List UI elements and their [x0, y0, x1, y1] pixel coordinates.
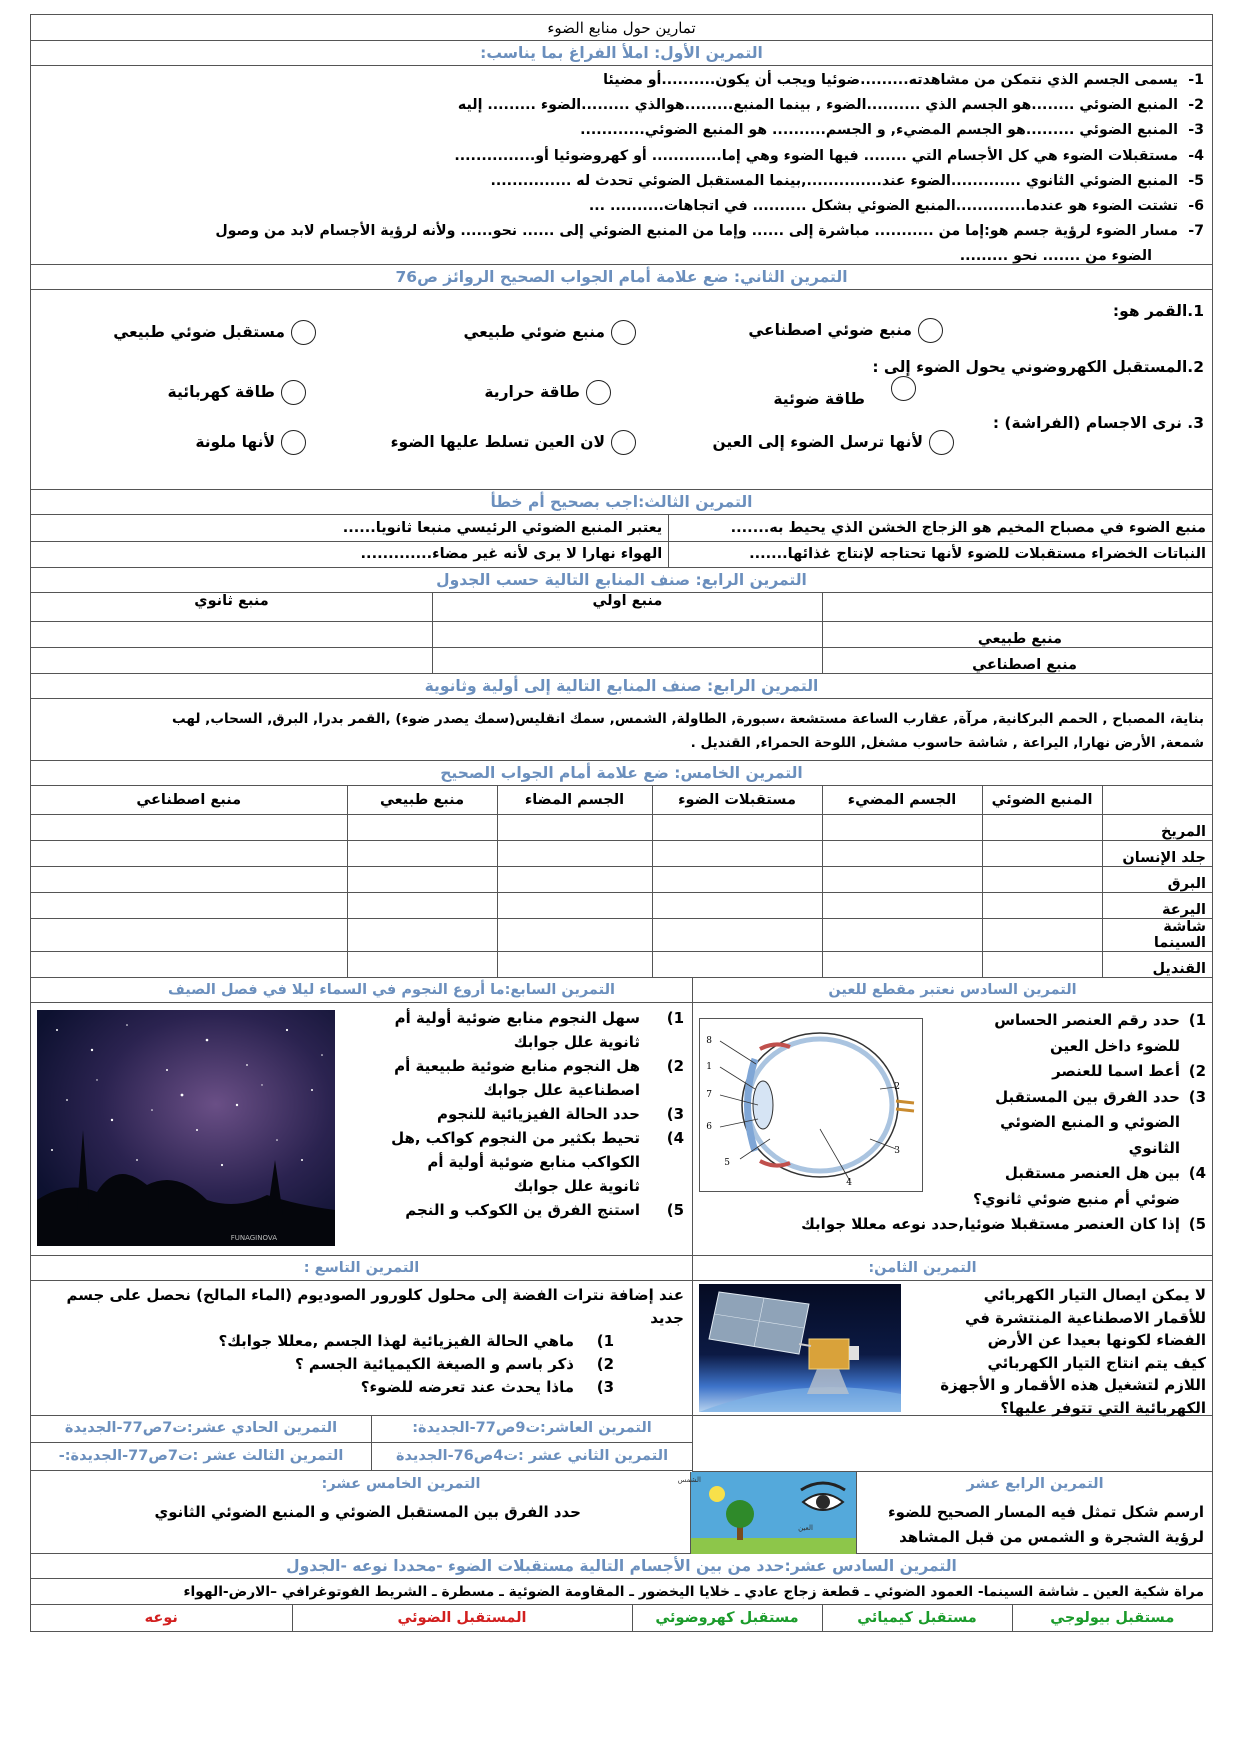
ex16-heading: التمرين السادس عشر:حدد من بين الأجسام التالية مستقبلات الضوء -محددا نوعه -الجدول [31, 1554, 1212, 1579]
ex5-cell [31, 918, 347, 951]
refs-block [31, 1416, 1212, 1472]
ex16-cat: المستقبل الضوئي [292, 1605, 632, 1631]
ex5-cell [652, 951, 822, 977]
stars [51, 1024, 323, 1166]
ex2-q1-opt[interactable]: منبع ضوئي طبيعي [463, 320, 642, 345]
ex16-cat: مستقبل بيولوجي [1012, 1605, 1212, 1631]
ex5-cell [982, 840, 1102, 866]
ex16-table [31, 1605, 1212, 1631]
page-title: تمارين حول منابع الضوء [31, 15, 1212, 41]
ex2-q3: 3. نرى الاجسام (الفراشة) : [992, 414, 1204, 432]
ex5-col: المنبع الضوئي [982, 786, 1102, 814]
ex5-cell [652, 866, 822, 892]
ex5-row: القنديل [1102, 951, 1212, 977]
ex4a-corner [822, 593, 1212, 621]
tree-silhouette [77, 1130, 89, 1210]
ex5-corner [1102, 786, 1212, 814]
eyebrow [801, 1483, 845, 1490]
ex2-q1-opt[interactable]: مستقبل ضوئي طبيعي [113, 320, 322, 345]
eye-label: 2 [894, 1082, 900, 1092]
ex5-cell [347, 918, 497, 951]
ex5-cell [347, 840, 497, 866]
ex5-cell [652, 840, 822, 866]
ex2-q2-opt[interactable]: طاقة كهربائية [168, 380, 312, 405]
ground [691, 1538, 856, 1554]
ex9-item: 3)ماذا يحدث عند تعرضه للضوء؟ [360, 1378, 614, 1396]
ex1-item: 1-يسمى الجسم الذي نتمكن من مشاهدته.........ضوئيا ويجب أن يكون..........أو مضيئا [603, 72, 1204, 88]
ex9-text: عند إضافة نترات الفضة إلى محلول كلورور الصوديوم (الماء المالح) نحصل على جسم جديد 1)ماهي الحالة الفيزيائية لهذا الجسم ,معللا جوابك؟ 2)ذكر باسم و الصيغة الكيميائية الجسم ؟ 3)ماذا يحدث عند تعرضه للضوء؟ [39, 1284, 684, 1399]
ex4a-row: منبع طبيعي [822, 621, 1212, 647]
satellite-body [809, 1339, 849, 1369]
ex5-col: منبع اصطناعي [31, 786, 347, 814]
radio-circle[interactable] [611, 320, 636, 345]
sun-tree-eye-scene [677, 1472, 857, 1554]
ex5-row: جلد الإنسان [1102, 840, 1212, 866]
ex16-cat: مستقبل كهروضوئي [632, 1605, 822, 1631]
ex4a-table [31, 593, 1212, 674]
ex8-ex9 [31, 1256, 1212, 1416]
ex2-q1: 1.القمر هو: [1112, 302, 1204, 320]
eye-label: 6 [706, 1122, 712, 1132]
ex15-heading: التمرين الخامس عشر: [321, 1476, 481, 1492]
eye-section-svg [700, 1019, 922, 1191]
antenna [849, 1346, 859, 1360]
night-sky-photo [37, 1010, 335, 1246]
ex7-item: 3) حدد الحالة الفيزيائية للنجوم [436, 1105, 684, 1123]
ex5-cell [982, 814, 1102, 840]
ex5-row: اليرعة [1102, 892, 1212, 918]
ref-cell: التمرين العاشر:ت9ص77-الجديدة: [371, 1415, 692, 1443]
ex5-cell [822, 918, 982, 951]
eye-label: العين [798, 1524, 813, 1532]
satellite-svg [699, 1284, 901, 1412]
eye-label: 7 [706, 1090, 712, 1100]
ex5-col: مستقبلات الضوء [652, 786, 822, 814]
radio-circle[interactable] [281, 380, 306, 405]
ex14-ex15 [31, 1472, 1212, 1554]
ex16-cat: مستقبل كيميائي [822, 1605, 1012, 1631]
ex5-col: منبع طبيعي [347, 786, 497, 814]
label-line [720, 1041, 756, 1064]
ex5-cell [982, 918, 1102, 951]
tree-silhouette [267, 1160, 283, 1215]
ex5-cell [31, 814, 347, 840]
eye-label: 5 [724, 1158, 730, 1168]
ex7-panel [31, 978, 692, 1255]
ex7-item: 1) سهل النجوم منابع ضوئية أولية أم ثانوية علل جوابك [394, 1009, 684, 1051]
ex1-item: 7-مسار الضوء لرؤية جسم هو:إما من ........... مباشرة إلى ...... وإما من المنبع الضوئي إلى ...... نحو...... ولأنه لرؤية الأجسام لابد من وصول [215, 223, 1204, 240]
ex4a-cell [31, 621, 433, 647]
ex4a-col: منبع ثانوي [31, 593, 433, 621]
refs-right-spacer [692, 1415, 1212, 1472]
ex9-heading: التمرين التاسع : [31, 1256, 692, 1281]
ex4b-body [31, 699, 1212, 761]
ex2-q3-opt[interactable]: لأنها ترسل الضوء إلى العين [712, 430, 960, 455]
ex5-cell [31, 951, 347, 977]
ex8-heading: التمرين الثامن: [693, 1256, 1212, 1281]
ex7-heading: التمرين السابع:ما أروع النجوم في السماء ليلا في فصل الصيف [31, 978, 692, 1003]
ex5-heading: التمرين الخامس: ضع علامة أمام الجواب الصحيح [31, 761, 1212, 786]
ex6-ex7 [31, 978, 1212, 1256]
ex9-panel [31, 1256, 692, 1415]
eye-label: 1 [706, 1062, 712, 1072]
ex1-item: 4-مستقبلات الضوء هي كل الأجسام التي ........ فيها الضوء وهي إما............. أو كهروضوئيا أو............... [454, 147, 1204, 164]
ex5-cell [31, 866, 347, 892]
ex8-panel [692, 1256, 1212, 1415]
ex1-item-text: المنبع الضوئي .........هو الجسم المضيء, و الجسم.......... هو المنبع الضوئي............ [580, 122, 1178, 139]
ex1-item-text: المنبع الضوئي ........هو الجسم الذي ..........الضوء , بينما المنبع.........هوالذي .........الضوء ......... إليه [457, 97, 1178, 114]
ex5-row: البرق [1102, 866, 1212, 892]
ex2-body [31, 290, 1212, 490]
radio-circle[interactable] [929, 430, 954, 455]
ex1-item: 3-المنبع الضوئي .........هو الجسم المضيء, و الجسم.......... هو المنبع الضوئي............ [580, 122, 1204, 139]
ex5-cell [347, 892, 497, 918]
ex1-item-text: يسمى الجسم الذي نتمكن من مشاهدته.........ضوئيا ويجب أن يكون..........أو مضيئا [603, 72, 1178, 88]
ex6-item: 3) حدد الفرق بين المستقبل الضوئي و المنبع الضوئي الثانوي [995, 1087, 1206, 1157]
ex2-heading: التمرين الثاني: ضع علامة أمام الجواب الصحيح الروائز ص76 [31, 265, 1212, 290]
ex15-text: حدد الفرق بين المستقبل الضوئي و المنبع الضوئي الثانوي [154, 1503, 581, 1521]
ex2-q2-opt[interactable]: طاقة ضوئية [773, 376, 922, 401]
ex5-cell [347, 951, 497, 977]
photo-watermark: FUNAGINOVA [230, 1234, 277, 1242]
ex1-heading: التمرين الأول: املأ الفراغ بما يناسب: [31, 41, 1212, 66]
ex2-q3-opt[interactable]: لأنها ملونة [195, 430, 312, 455]
ex2-q2: 2.المستقبل الكهروضوني يحول الضوء إلى : [872, 358, 1204, 376]
ex4a-cell [433, 621, 823, 647]
ref-cell: التمرين الثاني عشر :ت4ص76-الجديدة [371, 1443, 692, 1471]
ex1-item: 2-المنبع الضوئي ........هو الجسم الذي ..........الضوء , بينما المنبع.........هوالذي .........الضوء ......... إليه [457, 97, 1204, 114]
pupil [816, 1495, 830, 1509]
ex4a-col: منبع اولي [433, 593, 823, 621]
ex5-cell [31, 840, 347, 866]
ex4b-line: شمعة, الأرض نهارا, اليراعة , شاشة حاسوب مشغل, اللوحة الحمراء, القنديل . [690, 735, 1204, 751]
ex1-item: 6-تشتت الضوء هو عندما.............المنبع الضوئي بشكل .......... في اتجاهات.......... ... [588, 198, 1204, 215]
ex5-cell [652, 918, 822, 951]
ex6-item: 5) إذا كان العنصر مستقبلا ضوئيا,حدد نوعه معللا جوابك [801, 1215, 1206, 1233]
ex5-cell [31, 892, 347, 918]
ex5-cell [982, 951, 1102, 977]
radio-circle[interactable] [611, 430, 636, 455]
ex5-cell [822, 840, 982, 866]
ex2-q1-opt[interactable]: منبع ضوئي اصطناعي [748, 318, 949, 343]
ex6-item: 2) أعط اسما للعنصر [1052, 1062, 1206, 1080]
ex14-panel [858, 1472, 1212, 1553]
ex5-cell [822, 892, 982, 918]
ex7-item: 2) هل النجوم منابع ضوئية طبيعية أم اصطناعية علل جوابك [394, 1057, 684, 1099]
ex4b-line: بناية، المصباح , الحمم البركانية, مرآة, عقارب الساعة مستشعة ،سبورة, الطاولة, الشمس, سمك انقليس(سمك يصدر ضوء) ,القمر بدرا, البرق, السحاب, لهب [171, 711, 1204, 727]
ex1-item-text: مستقبلات الضوء هي كل الأجسام التي ........ فيها الضوء وهي إما............. أو كهروضوئيا أو............... [454, 147, 1178, 164]
ex5-cell [822, 951, 982, 977]
ex3-table [31, 515, 1212, 568]
ex5-cell [497, 918, 652, 951]
ex5-cell [497, 866, 652, 892]
tree-crown [726, 1500, 754, 1528]
ex5-cell [497, 951, 652, 977]
ref-cell: التمرين الثالث عشر :ت7ص77-الجديدة:- [31, 1443, 371, 1471]
ref-cell: التمرين الحادي عشر:ت7ص77-الجديدة [31, 1415, 371, 1443]
stars-svg [37, 1010, 335, 1246]
radio-circle[interactable] [291, 320, 316, 345]
ex15-panel [31, 1472, 691, 1553]
satellite-photo [699, 1284, 901, 1412]
ex14-heading: التمرين الرابع عشر [966, 1476, 1104, 1492]
ex1-item-text: الضوء من ....... نحو ......... [959, 248, 1152, 265]
ex6-panel [692, 978, 1212, 1255]
ex5-table [31, 786, 1212, 978]
earth-horizon [699, 1387, 901, 1412]
ex5-cell [982, 892, 1102, 918]
ex2-q2-opt[interactable]: طاقة حرارية [484, 380, 617, 405]
lens-shape [753, 1081, 773, 1129]
ex5-cell [347, 814, 497, 840]
ex7-item: 5) استنج الفرق ين الكوكب و النجم [405, 1201, 684, 1219]
ex5-cell [652, 892, 822, 918]
ex7-questions [364, 1006, 684, 1222]
ex1-item-text: المنبع الضوئي الثانوي .............الضوء عند..............,بينما المستقبل الضوئي تحدث له ............... [490, 172, 1178, 189]
radio-circle[interactable] [281, 430, 306, 455]
eye-label: 8 [706, 1036, 712, 1046]
eye-label: 4 [846, 1178, 852, 1188]
ex9-item: 2)ذكر باسم و الصيغة الكيميائية الجسم ؟ [294, 1355, 614, 1373]
ex1-item-text: مسار الضوء لرؤية جسم هو:إما من ........... مباشرة إلى ...... وإما من المنبع الضوئي إلى ...... نحو...... ولأنه لرؤية الأجسام لابد من وصول [215, 223, 1178, 240]
lower-panel [807, 1369, 849, 1394]
ex5-cell [497, 840, 652, 866]
radio-circle[interactable] [891, 376, 916, 401]
ex5-cell [822, 866, 982, 892]
ex2-q3-opt[interactable]: لان العين تسلط عليها الضوء [391, 430, 642, 455]
worksheet [30, 14, 1213, 1632]
ex4b-heading: التمرين الرابع: صنف المنابع التالية إلى أولية وثانوية [31, 674, 1212, 699]
ex3-cell: يعتبر المنبع الضوئي الرئيسي منبعا ثانويا...... [31, 515, 669, 541]
ex3-cell: النباتات الخضراء مستقبلات للضوء لأنها تحتاجه لإنتاج غذائها....... [669, 541, 1212, 567]
ex5-cell [497, 892, 652, 918]
ex5-cell [822, 814, 982, 840]
ex5-row: شاشة السينما [1102, 918, 1212, 951]
ex4a-row: منبع اصطناعي [822, 647, 1212, 673]
ex8-text: لا يمكن ايصال التيار الكهربائي للأقمار الاصطناعية المنتشرة في الفضاء لكونها بعيدا عن الأرض كيف يتم انتاج التيار الكهربائي اللازم لتشغيل هذه الأقمار و الأجهزة الكهربائية التي تتوفر عليها؟ [940, 1286, 1206, 1417]
ex1-item-text: تشتت الضوء هو عندما.............المنبع الضوئي بشكل .......... في اتجاهات.......... ... [588, 198, 1178, 215]
ex5-cell [652, 814, 822, 840]
scene-svg [677, 1472, 856, 1554]
sun-icon [709, 1486, 725, 1502]
ex16-list: مراة شكية العين ـ شاشة السينما- العمود الضوئي ـ قطعة زجاج عادي ـ خلايا اليخضور ـ المقاومة الضوئية ـ مسطرة ـ الشريط الفوتوغرافي –الارض-الهواء [31, 1579, 1212, 1605]
ex6-heading: التمرين السادس نعتبر مقطع للعين [693, 978, 1212, 1003]
ex5-cell [982, 866, 1102, 892]
ex5-row: المريخ [1102, 814, 1212, 840]
ex4a-cell [433, 647, 823, 673]
eye-label: 3 [894, 1146, 900, 1156]
ex5-col: الجسم المضاء [497, 786, 652, 814]
ex6-questions [801, 1008, 1206, 1238]
ex5-col: الجسم المضيء [822, 786, 982, 814]
ex3-cell: منبع الضوء في مصباح المخيم هو الزجاج الخشن الذي يحيط به....... [669, 515, 1212, 541]
radio-circle[interactable] [918, 318, 943, 343]
ex4a-cell [31, 647, 433, 673]
ex7-item: 4) تحيط بكثير من النجوم كواكب ,هل الكواكب منابع ضوئية أولية أم ثانوية علل جوابك [391, 1129, 684, 1195]
ex5-cell [347, 866, 497, 892]
ex1-item: 5-المنبع الضوئي الثانوي .............الضوء عند..............,بينما المستقبل الضوئي تحدث له ............... [490, 172, 1204, 189]
refs-panel [31, 1415, 692, 1471]
ex16-cat: نوعه [144, 1610, 178, 1626]
ex5-cell [497, 814, 652, 840]
ex6-item: 4) بين هل العنصر مستقبل ضوئي أم منبع ضوئي ثانوي؟ [973, 1164, 1206, 1208]
ex6-item: 1) حدد رقم العنصر الحساس للضوء داخل العين [994, 1011, 1206, 1055]
ex9-item: 1)ماهي الحالة الفيزيائية لهذا الجسم ,معللا جوابك؟ [218, 1332, 614, 1350]
ex3-cell: الهواء نهارا لا يرى لأنه غير مضاء............. [31, 541, 669, 567]
radio-circle[interactable] [586, 380, 611, 405]
ex3-heading: التمرين الثالث:اجب بصحيح أم خطأ [31, 490, 1212, 515]
eye-diagram [699, 1018, 923, 1192]
ex4a-heading: التمرين الرابع: صنف المنابع التالية حسب الجدول [31, 568, 1212, 593]
ex14-text: ارسم شكل تمثل فيه المسار الصحيح للضوء لرؤية الشجرة و الشمس من قبل المشاهد [888, 1503, 1204, 1546]
ex1-body [31, 66, 1212, 265]
sun-label: الشمس [677, 1476, 701, 1484]
